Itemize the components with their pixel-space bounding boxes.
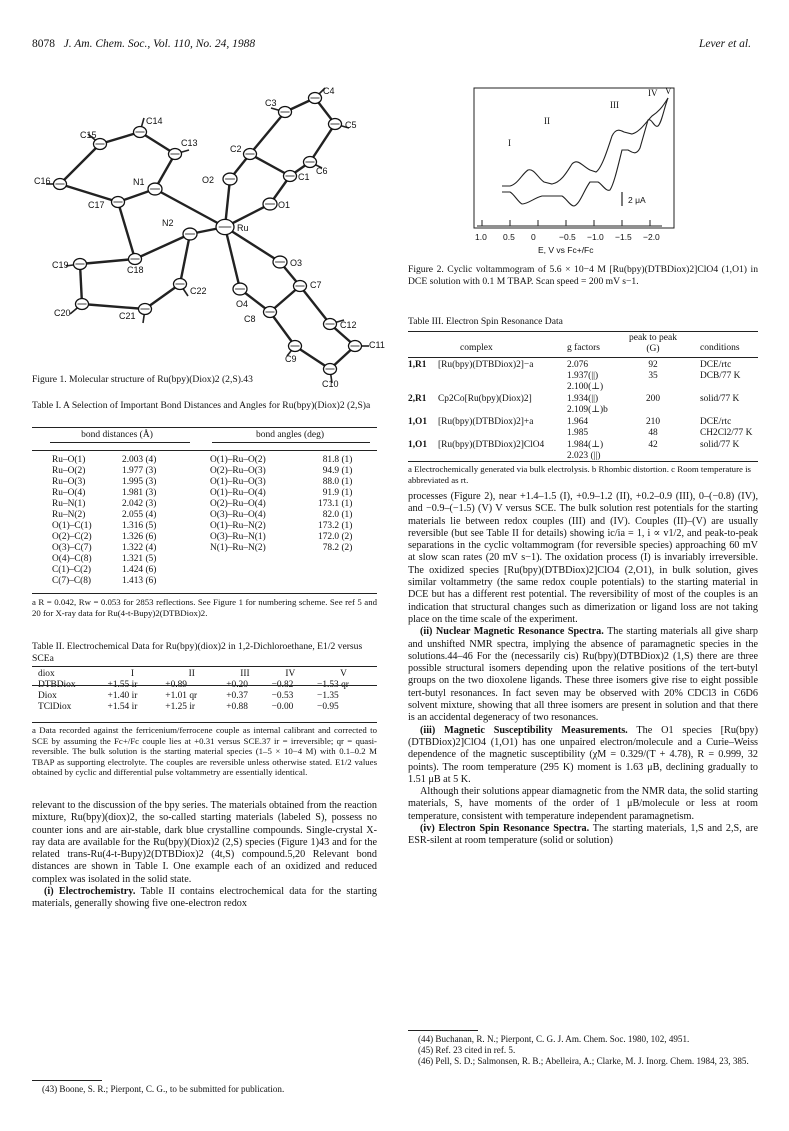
atom-label: O2: [202, 175, 215, 185]
table1-ang-rule: [212, 442, 370, 443]
bond-value: 2.003 (4): [122, 455, 157, 465]
conditions: DCE/rtc: [700, 417, 732, 427]
peak-to-peak: 210: [645, 417, 661, 427]
table1-distance-row: [48, 565, 160, 576]
peak-label: V: [665, 86, 672, 96]
footnote-44: (44) Buchanan, R. N.; Pierpont, C. G. J. Am. Chem. Soc. 1980, 102, 4951.: [418, 1034, 690, 1044]
g-factor: 2.109(⊥)b: [567, 405, 608, 415]
atom-label: C12: [340, 320, 357, 330]
atom-label: C1: [298, 172, 310, 182]
table1-angles: [206, 455, 356, 554]
bond-line: [250, 112, 285, 154]
x-tick-label: −1.0: [587, 232, 604, 242]
peak-to-peak: 200: [645, 394, 661, 404]
conditions: solid/77 K: [700, 394, 740, 404]
g-factor: 1.937(||): [567, 371, 599, 381]
molecule-drawing: [34, 84, 385, 389]
table2-header-cell: diox: [38, 669, 55, 679]
atom-label: C14: [146, 116, 163, 126]
x-tick-label: 1.0: [475, 232, 487, 242]
footnote-43: (43) Boone, S. R.; Pierpont, C. G., to be submitted for publication.: [42, 1084, 285, 1094]
right-paragraph-5: The starting materials, 1,S and 2,S, are ESR-silent at room temperature (solid or solution): [408, 823, 758, 847]
atom-label: O3: [290, 258, 303, 268]
table1-angle-row: [206, 543, 356, 554]
complex-formula: [Ru(bpy)(DTBDiox)2]ClO4: [438, 440, 545, 450]
atom-label: C7: [310, 280, 322, 290]
atom-label: Ru: [237, 223, 249, 233]
table2-cell: −1.35: [317, 691, 339, 701]
g-factor: 2.023 (||): [567, 451, 601, 461]
peak-label: IV: [648, 88, 658, 98]
atom-label: O1: [278, 200, 291, 210]
table2-header-cell: I: [130, 669, 134, 679]
atom-label: C16: [34, 176, 51, 186]
table1-angle-row: [206, 466, 356, 477]
bond-value: 1.413 (6): [122, 576, 157, 586]
bond-label: Ru–N(2): [52, 510, 86, 520]
angle-value: 88.0 (1): [322, 477, 353, 487]
table2-header-cell: V: [340, 669, 347, 679]
atom-label: C19: [52, 260, 69, 270]
x-tick-label: −2.0: [643, 232, 660, 242]
table2-cell: +0.89: [165, 680, 187, 690]
table1-distance-row: [48, 455, 160, 466]
complex-id: 2,R1: [408, 394, 427, 404]
bond-label: Ru–O(2): [52, 466, 86, 476]
peak-label: II: [544, 116, 550, 126]
voltammogram-plot: [472, 86, 682, 261]
peak-to-peak: 48: [648, 428, 658, 438]
table1-head-distances: bond distances (Å): [81, 430, 153, 440]
table1-angle-row: [206, 477, 356, 488]
angle-label: O(1)–Ru–N(2): [210, 521, 266, 531]
table2-cell: −1.53 qr: [317, 680, 349, 690]
angle-label: O(2)–Ru–O(4): [210, 499, 266, 509]
table1-note: a R = 0.042, Rw = 0.053 for 2853 reflections. See Figure 1 for numbering scheme. See ref 5 and 20 for X-ray data for Ru(4-t-Bupy)2(DTBDiox)2.: [32, 597, 377, 618]
plot-frame: [474, 88, 674, 228]
bond-label: Ru–O(4): [52, 488, 86, 498]
angle-value: 91.9 (1): [322, 488, 353, 498]
atom-label: C8: [244, 314, 256, 324]
atom-label: O4: [236, 299, 249, 309]
section-nmr-heading: (ii) Nuclear Magnetic Resonance Spectra.: [420, 626, 604, 638]
atom-label: C9: [285, 354, 297, 364]
atom-label: C15: [80, 130, 97, 140]
table1-mid-rule: [32, 450, 377, 451]
complex-id: 1,R1: [408, 360, 427, 370]
table2-cell: TClDiox: [38, 702, 72, 712]
bond-line: [310, 124, 335, 162]
bond-label: Ru–O(3): [52, 477, 86, 487]
bond-label: C(1)–C(2): [52, 565, 92, 575]
table2-header-cell: IV: [285, 669, 296, 679]
right-paragraph-3: The O1 species [Ru(bpy)(DTBDiox)2]ClO4 (1,O1) has one unpaired electron/molecule and a Curie–Weiss dependence of the magnetic susceptibility (χM = 0.329/(T + 4.78), R = 0.999, 32 points). The room temperature (295 K) moment is 1.63 μB, declining gradually to 1.51 μB at 5 K.: [408, 724, 758, 785]
angle-label: N(1)–Ru–N(2): [210, 543, 266, 553]
table1-dist-rule: [50, 442, 190, 443]
atom-label: C21: [119, 311, 136, 321]
footnote-46: (46) Pell, S. D.; Salmonsen, R. B.; Abelleira, A.; Clarke, M. J. Inorg. Chem. 1984, 23, 385.: [418, 1055, 749, 1066]
table1-angle-row: [206, 455, 356, 466]
complex-id: 1,O1: [408, 440, 428, 450]
footnote-45: (45) Ref. 23 cited in ref. 5.: [418, 1044, 516, 1055]
peak-to-peak: 42: [648, 440, 658, 450]
bond-value: 1.326 (6): [122, 532, 157, 542]
table2-cell: +1.40 ir: [107, 691, 138, 701]
bond-value: 2.042 (3): [122, 499, 157, 509]
table1-top-rule: [32, 427, 377, 428]
running-header-left: [32, 38, 255, 50]
table1-distance-row: [48, 510, 160, 521]
g-factor: 1.934(||): [567, 394, 599, 404]
table1-title: Table I. A Selection of Important Bond Distances and Angles for Ru(bpy)(Diox)2 (2,S)a: [32, 400, 371, 411]
bond-value: 1.321 (5): [122, 554, 157, 564]
right-column-text: [408, 491, 758, 848]
table2-cell: +1.25 ir: [165, 702, 196, 712]
bond-value: 2.055 (4): [122, 510, 157, 520]
atom-label: C17: [88, 200, 105, 210]
g-factor: 1.985: [567, 428, 589, 438]
table3-head-peak: peak to peak (G): [628, 333, 677, 354]
conditions: solid/77 K: [700, 440, 740, 450]
angle-value: 81.8 (1): [322, 455, 353, 465]
table2-cell: +0.20: [226, 680, 248, 690]
bond-value: 1.977 (3): [122, 466, 157, 476]
atom-label: C4: [323, 86, 335, 96]
table1-distance-row: [48, 499, 160, 510]
atom-label: N1: [133, 177, 145, 187]
table1-bottom-rule: [32, 593, 377, 594]
table2-cell: +1.54 ir: [107, 702, 138, 712]
scale-bar-label: 2 μA: [628, 195, 646, 205]
table1-distance-row: [48, 488, 160, 499]
atom-label: C22: [190, 286, 207, 296]
peak-to-peak: 35: [648, 371, 658, 381]
x-tick-label: −1.5: [615, 232, 632, 242]
cv-reverse-trace: [502, 98, 668, 206]
table2-cell: +0.37: [226, 691, 248, 701]
section-esr-heading: (iv) Electron Spin Resonance Spectra.: [420, 823, 590, 835]
g-factor: 1.984(⊥): [567, 440, 604, 450]
table3-top-rule: [408, 331, 758, 332]
table2-cell: −0.95: [317, 702, 339, 712]
angle-value: 173.1 (1): [318, 499, 353, 509]
angle-label: O(1)–Ru–O(4): [210, 488, 266, 498]
table2-cell: +0.88: [226, 702, 248, 712]
bond-line: [80, 259, 135, 264]
table3-head-rule: [408, 357, 758, 358]
peak-label: III: [610, 100, 619, 110]
running-header-authors: Lever et al.: [698, 38, 751, 50]
table2-head-rule: [32, 685, 377, 686]
angle-value: 94.9 (1): [322, 466, 353, 476]
page-number: 8078: [32, 38, 55, 50]
table3-head-complex: complex: [460, 343, 493, 353]
table1-angle-row: [206, 488, 356, 499]
table1-angle-row: [206, 510, 356, 521]
conditions: DCB/77 K: [700, 371, 741, 381]
table1-distance-row: [48, 532, 160, 543]
g-factor: 2.100(⊥): [567, 382, 604, 392]
atom-label: C6: [316, 166, 328, 176]
g-factor: 2.076: [567, 360, 589, 370]
bond-line: [300, 286, 330, 324]
figure2-caption: Figure 2. Cyclic voltammogram of 5.6 × 10−4 M [Ru(bpy)(DTBDiox)2]ClO4 (1,O1) in DCE solution with 0.1 M TBAP. Scan speed = 200 mV s−1.: [408, 264, 758, 287]
table1-angle-row: [206, 499, 356, 510]
atom-label: C2: [230, 144, 242, 154]
g-factor: 1.964: [567, 417, 589, 427]
bond-line: [135, 234, 190, 259]
table2-header-cell: III: [240, 669, 250, 679]
figure2-voltammogram: [472, 86, 682, 261]
bond-value: 1.322 (4): [122, 543, 157, 553]
complex-formula: [Ru(bpy)(DTBDiox)2]+a: [438, 417, 534, 427]
bond-line: [82, 304, 145, 309]
table1-distance-row: [48, 466, 160, 477]
bond-value: 1.981 (3): [122, 488, 157, 498]
table2-top-rule: [32, 666, 377, 667]
complex-formula: [Ru(bpy)(DTBDiox)2]−a: [438, 360, 534, 370]
atom-label: C10: [322, 379, 339, 389]
right-paragraph-2: The starting materials all give sharp and unshifted NMR spectra, implying the absence of paramagnetic species in the solutions.44–46 For the (necessarily cis) Ru(bpy)(DTBDiox)2 (1,S) there are three possible structural isomers depending upon the relative positions of the tert-butyl groups on the two dioxolene ligands. These three isomers give rise to eight possible tert-butyl resonances. In fact seven may be observed with 20% CDCl3 in C6D6 solvent mixture, showing that all three isomers are present in solution and that there is an accidental degeneracy of two resonances.: [408, 626, 758, 724]
bond-label: O(1)–C(1): [52, 521, 92, 531]
angle-label: O(3)–Ru–O(4): [210, 510, 266, 520]
left-column-text: [32, 800, 377, 911]
atom-label: C20: [54, 308, 71, 318]
table2-cell: −0.00: [271, 702, 294, 712]
atom-label: C3: [265, 98, 277, 108]
left-paragraph-2: Table II contains electrochemical data for the starting materials, generally showing five one-electron redox: [32, 886, 377, 910]
table2-note: a Data recorded against the ferricenium/ferrocene couple as internal calibrant and corrected to SCE by assuming the Fc+/Fc couple lies at +0.31 versus SCE.37 ir = irreversible; qr = quasi-reversible. The bulk solution is the starting material species (1–5 × 10−4 M) with 0.1–0.2 M TBAP as supporting electrolyte. The couples are reversible unless otherwise stated. E1/2 values obtained by cyclic and differential pulse voltammetry are essentially identical.: [32, 725, 377, 777]
table1-angle-row: [206, 521, 356, 532]
bond-value: 1.995 (3): [122, 477, 157, 487]
table1-distance-row: [48, 477, 160, 488]
angle-label: O(2)–Ru–O(3): [210, 466, 266, 476]
table1-distances: [48, 455, 160, 587]
angle-value: 82.0 (1): [322, 510, 353, 520]
atom-label: C5: [345, 120, 357, 130]
bond-value: 1.424 (6): [122, 565, 157, 575]
conditions: DCE/rtc: [700, 360, 732, 370]
table1-distance-row: [48, 521, 160, 532]
bond-label: O(3)–C(7): [52, 543, 92, 553]
x-tick-label: −0.5: [559, 232, 576, 242]
right-paragraph-1: processes (Figure 2), near +1.4–1.5 (I), +0.9–1.2 (II), +0.2–0.9 (III), 0–(−0.8) (IV), and −0.9–(−1.5) (V) V versus SCE. The bulk solution rest potentials for the starting materials lie between redox couples (III) and (IV). Couples (II)–(V) are usually reversible (but see Table II for details) showing ic/ia = 1, i ∝ v1/2, and peak-to-peak separations in the cyclic voltammogram (for reversible species) approaching 60 mV at slow scan rates (20 mV s−1). The oxidation process (I) is invariably irreversible. The oxidized species [Ru(bpy)(DTBDiox)2]ClO4 (2,O1), in bulk solution, gives similar voltammetry (the same redox couple potentials) to the starting material in DCE but has a different rest potential. The reversibility of most of the couples is an indication that structural changes such as dimerization or ligand loss are not taking place on the time scale of the experiment.: [408, 491, 758, 625]
table1-distance-row: [48, 543, 160, 554]
cv-forward-trace: [502, 98, 668, 186]
right-paragraph-4: Although their solutions appear diamagnetic from the NMR data, the solid starting materials, S, have moments of the order of 1 μB/molecule or less at room temperature, consistent with temperature independent paramagnetism.: [408, 786, 758, 822]
angle-value: 173.2 (1): [318, 521, 353, 531]
bond-label: Ru–N(1): [52, 499, 86, 509]
table3-title: Table III. Electron Spin Resonance Data: [408, 316, 563, 327]
bond-line: [118, 202, 135, 259]
x-tick-label: 0: [531, 232, 536, 242]
bond-label: C(7)–C(8): [52, 576, 92, 586]
table3-bottom-rule: [408, 461, 758, 462]
x-tick-label: 0.5: [503, 232, 515, 242]
table2-row: [34, 691, 374, 702]
table2-cell: −0.53: [271, 691, 294, 701]
table2-cell: +1.55 ir: [107, 680, 138, 690]
angle-value: 78.2 (2): [322, 543, 353, 553]
table2-cell: +1.01 qr: [165, 691, 198, 701]
table2-cell: DTBDiox: [38, 680, 76, 690]
atom-label: C13: [181, 138, 198, 148]
atom-label: C18: [127, 265, 144, 275]
bond-line: [180, 234, 190, 284]
x-axis-label: E, V vs Fc+/Fc: [538, 245, 594, 255]
angle-label: O(1)–Ru–O(2): [210, 455, 266, 465]
atom-label: C11: [369, 340, 385, 350]
table2-header-cell: II: [188, 669, 195, 679]
left-paragraph-1: relevant to the discussion of the bpy series. The materials obtained from the reaction mixture, Ru(bpy)(diox)2, the so-called starting materials (labeled S), possess no counter ions and are air-stable, dark blue crystalline compounds. Single-crystal X-ray data are available for the Ru(bpy)(Diox)2 (2,S) species (Figure 1)43 and for the related trans-Ru(4-t-Bupy)2(DTBDiox)2 (4t,S) compound.5,20 Relevant bond distances are shown in Table I. One example each of an oxidized and reduced complex was isolated in the solid state.: [32, 800, 377, 885]
right-footnotes: [418, 1034, 758, 1066]
peak-to-peak: 92: [648, 360, 658, 370]
section-electrochemistry-heading: (i) Electrochemistry.: [44, 886, 136, 898]
table2-bottom-rule: [32, 722, 377, 723]
table2-cell: −0.82: [271, 680, 294, 690]
angle-label: O(3)–Ru–N(1): [210, 532, 266, 542]
conditions: CH2Cl2/77 K: [700, 428, 753, 438]
bond-label: Ru–O(1): [52, 455, 86, 465]
figure1-structure: [34, 84, 385, 389]
journal-citation: J. Am. Chem. Soc., Vol. 110, No. 24, 1988: [63, 38, 256, 50]
table2: [34, 669, 374, 713]
complex-formula: Cp2Co[Ru(bpy)(Diox)2]: [438, 394, 532, 404]
bond-line: [60, 144, 100, 184]
table1-head-angles: bond angles (deg): [255, 430, 325, 440]
angle-label: O(1)–Ru–O(3): [210, 477, 266, 487]
bond-value: 1.316 (5): [122, 521, 157, 531]
table3-head-g: g factors: [567, 343, 600, 353]
bond-label: O(4)–C(8): [52, 554, 92, 564]
angle-value: 172.0 (2): [318, 532, 353, 542]
complex-id: 1,O1: [408, 417, 428, 427]
table2-title: Table II. Electrochemical Data for Ru(bpy)(diox)2 in 1,2-Dichloroethane, E1/2 versus SCEa: [32, 641, 363, 664]
bond-label: O(2)–C(2): [52, 532, 92, 542]
table1-distance-row: [48, 554, 160, 565]
table3-head-conditions: conditions: [700, 343, 740, 353]
table1-angle-row: [206, 532, 356, 543]
right-footnote-rule: [408, 1030, 478, 1031]
peak-label: I: [508, 138, 511, 148]
table1-distance-row: [48, 576, 160, 587]
left-footnote-rule: [32, 1080, 102, 1081]
table2-cell: Diox: [38, 691, 57, 701]
table2-row: [34, 702, 374, 713]
section-magnetic-heading: (iii) Magnetic Susceptibility Measurements.: [420, 724, 628, 736]
atom-label: N2: [162, 218, 174, 228]
table3-note: a Electrochemically generated via bulk electrolysis. b Rhombic distortion. c Room temperature is abbreviated as rt.: [408, 464, 751, 485]
figure1-caption: Figure 1. Molecular structure of Ru(bpy)(Diox)2 (2,S).43: [32, 374, 253, 385]
